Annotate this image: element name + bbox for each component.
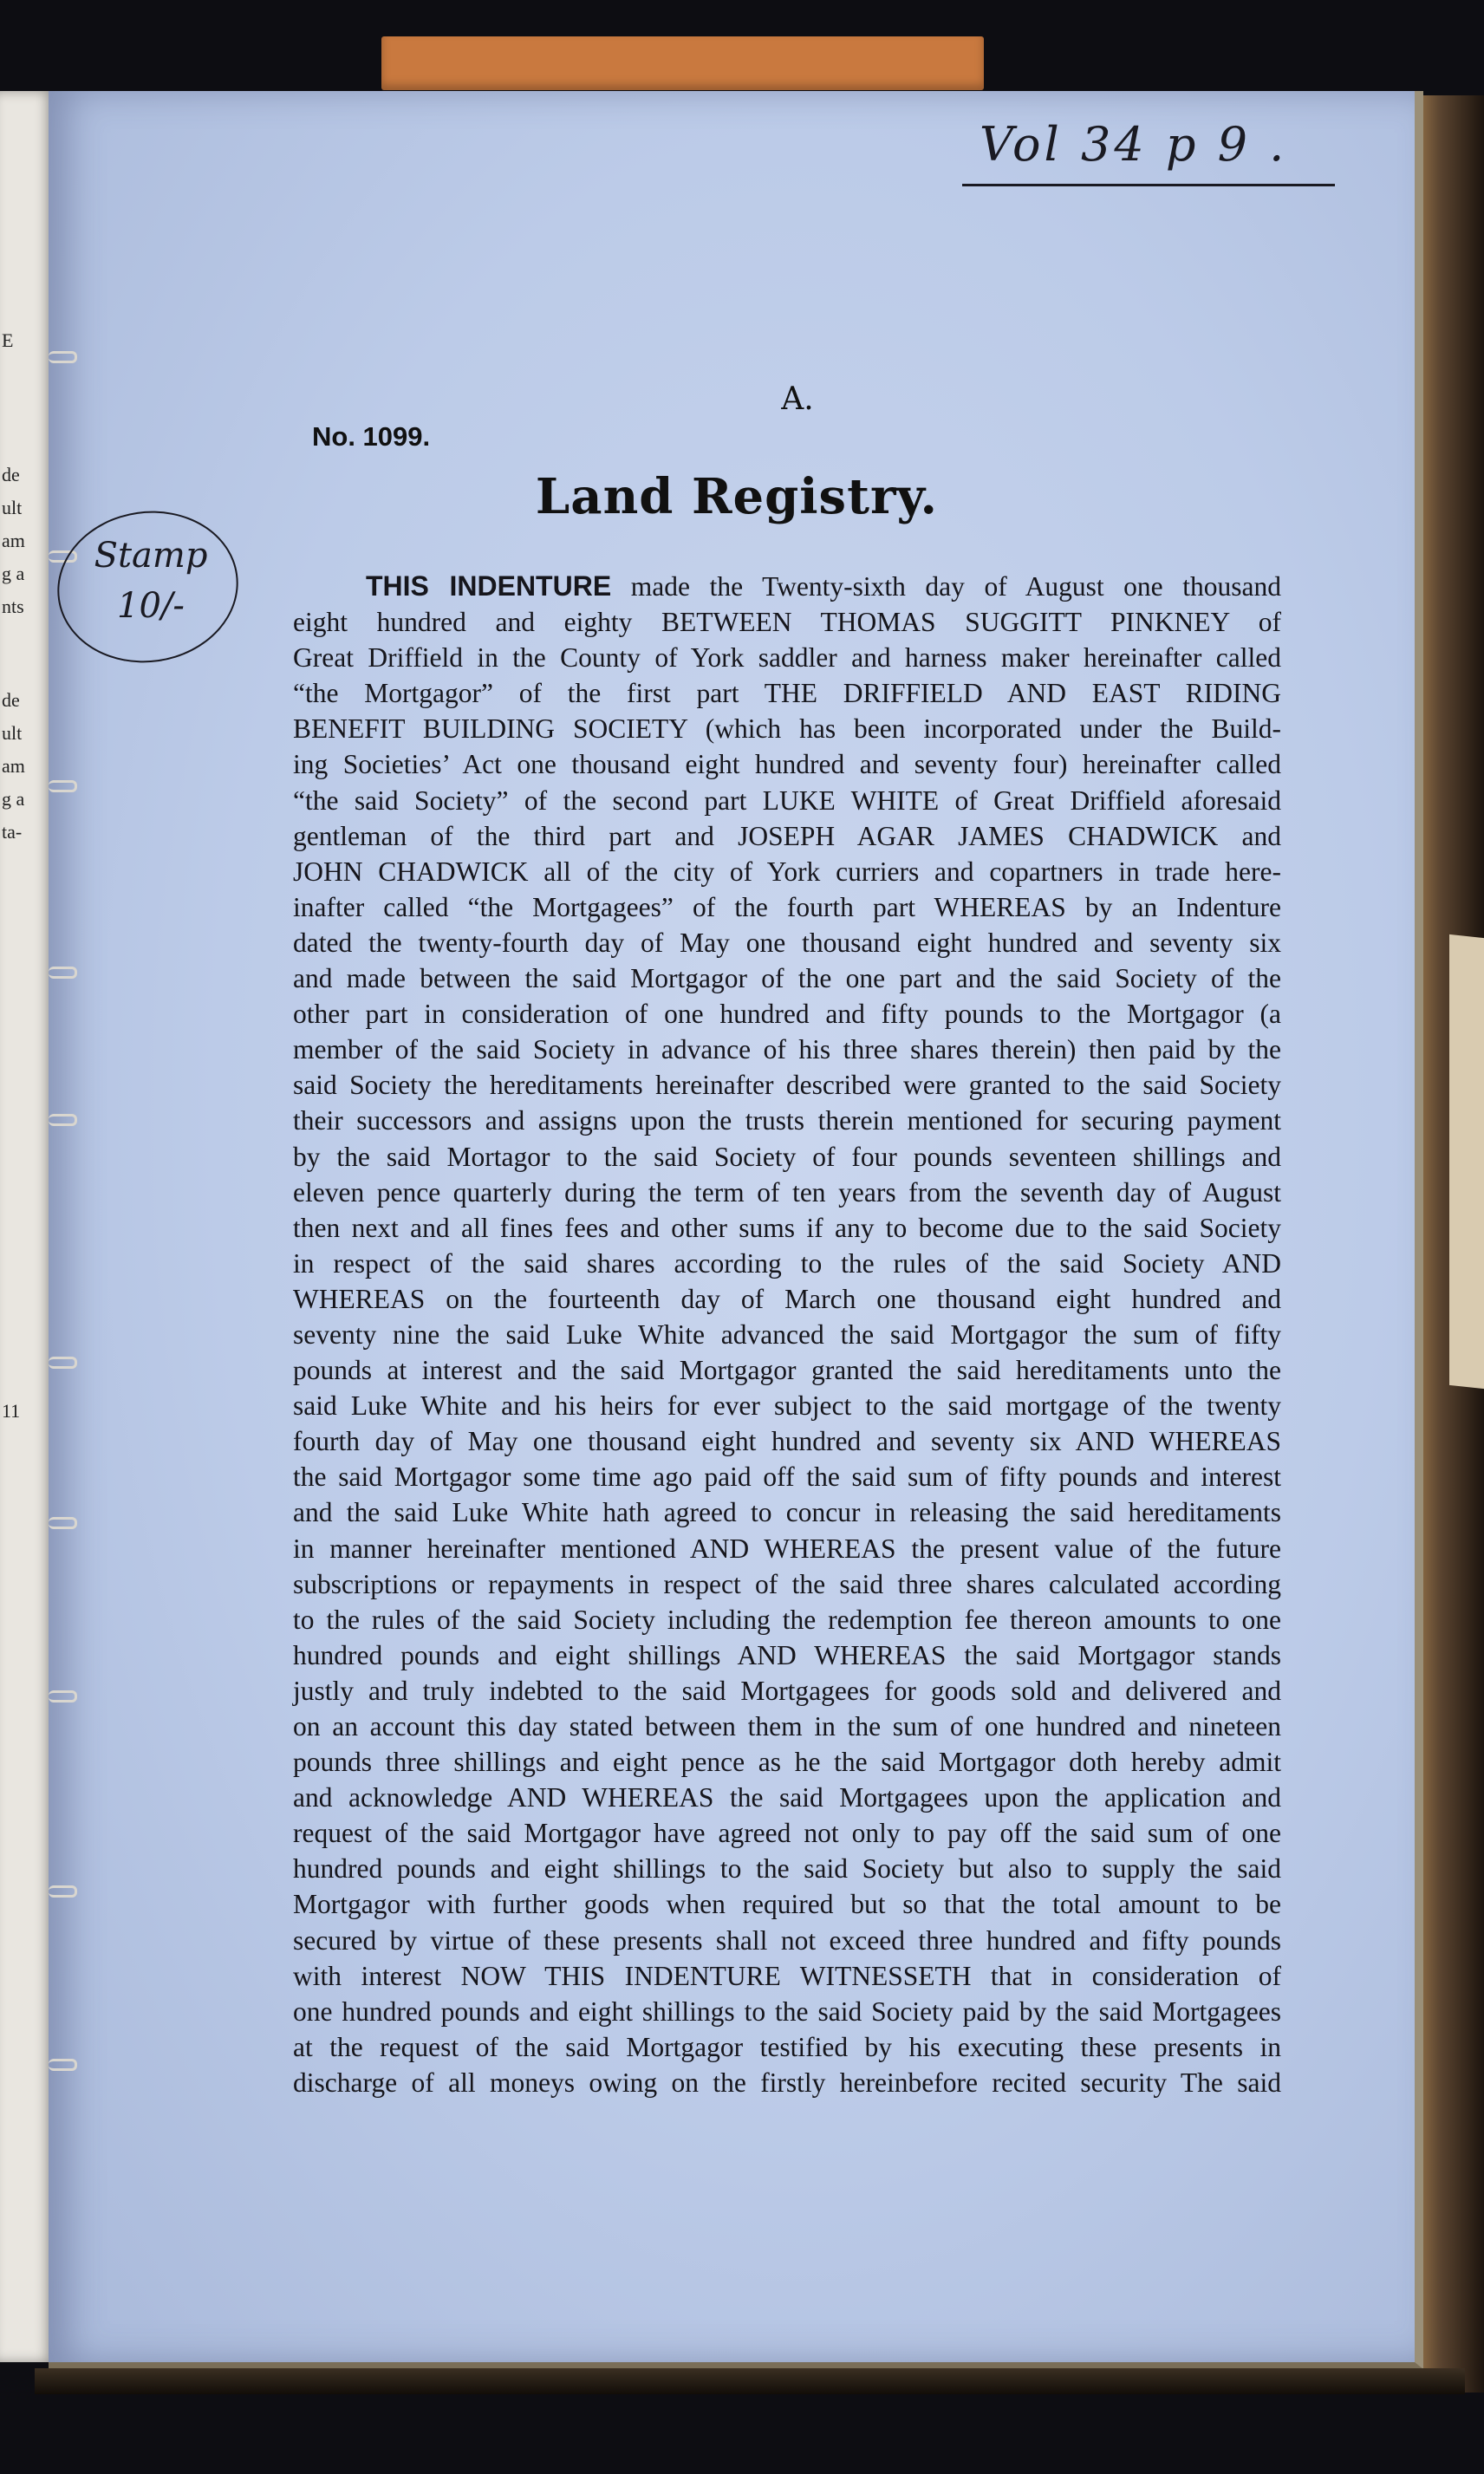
body-line: by the said Mortagor to the said Society of four pounds seventeen shillings and — [293, 1141, 1281, 1172]
body-line: their successors and assigns upon the trusts therein mentioned for securing payment — [293, 1105, 1281, 1136]
body-line: said Luke White and his heirs for ever subject to the said mortgage of the twenty — [293, 1390, 1281, 1422]
body-line: JOHN CHADWICK all of the city of York curriers and copartners in trade here- — [293, 856, 1281, 887]
body-line: in respect of the said shares according to the rules of the said Society AND — [293, 1247, 1281, 1279]
body-line: and made between the said Mortgagor of the one part and the said Society of the — [293, 963, 1281, 994]
binding-stitch — [49, 1690, 77, 1703]
binding-stitch — [49, 967, 77, 979]
body-line: Mortgagor with further goods when required but so that the total amount to be — [293, 1889, 1281, 1920]
binding-stitch — [49, 1114, 77, 1126]
body-line: ing Societies’ Act one thousand eight hundred and seventy four) hereinafter called — [293, 749, 1281, 780]
body-line: dated the twenty-fourth day of May one thousand eight hundred and seventy six — [293, 927, 1281, 958]
body-line: said Society the hereditaments hereinafter described were granted to the said Society — [293, 1070, 1281, 1101]
body-line: Great Driffield in the County of York saddler and harness maker hereinafter called — [293, 642, 1281, 674]
body-line: discharge of all moneys owing on the firstly hereinbefore recited security The said — [293, 2067, 1281, 2098]
stamp-note-line: 10/- — [117, 586, 185, 626]
body-line: pounds three shillings and eight pence as he the said Mortgagor doth hereby admit — [293, 1747, 1281, 1778]
book-bottom-edge — [35, 2368, 1465, 2394]
binding-stitch — [49, 780, 77, 792]
binding-stitch — [49, 351, 77, 363]
stamp-duty-note — [81, 531, 220, 631]
body-line: hundred pounds and eight shillings AND WHEREAS the said Mortgagor stands — [293, 1639, 1281, 1670]
body-line: the said Mortgagor some time ago paid off the said sum of fifty pounds and interest — [293, 1462, 1281, 1493]
body-line: WHEREAS on the fourteenth day of March one thousand eight hundred and — [293, 1283, 1281, 1314]
body-line: inafter called “the Mortgagees” of the fourth part WHEREAS by an Indenture — [293, 891, 1281, 922]
facing-page-fragment: nts — [2, 596, 24, 617]
loose-sheet — [1449, 934, 1484, 1389]
facing-page-fragment: am — [2, 755, 25, 777]
body-line: seventy nine the said Luke White advanced the said Mortgagor the sum of fifty — [293, 1318, 1281, 1350]
facing-page-fragment: ta- — [2, 821, 23, 843]
facing-page-fragment: de — [2, 464, 20, 485]
stamp-note-line: Stamp — [94, 536, 208, 576]
reference-underline — [962, 184, 1335, 186]
body-line: one hundred pounds and eight shillings to the said Society paid by the said Mortgagees — [293, 1995, 1281, 2027]
body-line: pounds at interest and the said Mortgagor granted the said hereditaments unto the — [293, 1355, 1281, 1386]
binding-tape — [381, 36, 984, 90]
body-line: request of the said Mortgagor have agreed not only to pay off the said sum of one — [293, 1818, 1281, 1849]
document-number: No. 1099. — [312, 421, 431, 452]
binding-stitch — [49, 2059, 77, 2071]
body-line: subscriptions or repayments in respect of the said three shares calculated according — [293, 1568, 1281, 1599]
facing-page-fragment: am — [2, 530, 25, 551]
lead-words: THIS INDENTURE — [366, 570, 612, 602]
body-line: eleven pence quarterly during the term of ten years from the seventh day of August — [293, 1176, 1281, 1208]
body-line: and acknowledge AND WHEREAS the said Mortgagees upon the application and — [293, 1782, 1281, 1813]
body-line: justly and truly indebted to the said Mortgagees for goods sold and delivered and — [293, 1675, 1281, 1706]
binding-stitch — [49, 1357, 77, 1369]
body-line: and the said Luke White hath agreed to concur in releasing the said hereditaments — [293, 1497, 1281, 1528]
body-line: eight hundred and eighty BETWEEN THOMAS SUGGITT PINKNEY of — [293, 607, 1281, 638]
body-line: to the rules of the said Society including the redemption fee thereon amounts to one — [293, 1604, 1281, 1635]
body-line: hundred pounds and eight shillings to the said Society but also to supply the said — [293, 1853, 1281, 1885]
body-line: “the Mortgagor” of the first part THE DRIFFIELD AND EAST RIDING — [293, 678, 1281, 709]
body-line: gentleman of the third part and JOSEPH AGAR JAMES CHADWICK and — [293, 820, 1281, 851]
facing-page-fragment: de — [2, 689, 20, 711]
body-line — [293, 569, 1281, 604]
body-line: “the said Society” of the second part LUKE WHITE of Great Driffield aforesaid — [293, 785, 1281, 816]
body-line: at the request of the said Mortgagor testified by his executing these presents in — [293, 2031, 1281, 2062]
body-line: with interest NOW THIS INDENTURE WITNESSETH that in consideration of — [293, 1960, 1281, 1991]
facing-page-fragment: ult — [2, 497, 23, 518]
body-line: in manner hereinafter mentioned AND WHEREAS the present value of the future — [293, 1533, 1281, 1564]
body-line: fourth day of May one thousand eight hundred and seventy six AND WHEREAS — [293, 1426, 1281, 1457]
body-line-text: made the Twenty-sixth day of August one thousand — [611, 571, 1281, 602]
document-title: Land Registry. — [535, 468, 939, 525]
facing-page-fragment: ult — [2, 722, 23, 744]
body-line: secured by virtue of these presents shall not exceed three hundred and fifty pounds — [293, 1924, 1281, 1956]
handwritten-reference-note: Vol 34 p 9 . — [980, 117, 1288, 172]
facing-page-fragment: E — [2, 329, 14, 351]
body-line: other part in consideration of one hundred and fifty pounds to the Mortgagor (a — [293, 999, 1281, 1030]
body-line: on an account this day stated between them in the sum of one hundred and nineteen — [293, 1711, 1281, 1742]
facing-page-fragment: g a — [2, 788, 25, 810]
binding-stitch — [49, 1517, 77, 1529]
body-line: member of the said Society in advance of his three shares therein) then paid by the — [293, 1034, 1281, 1065]
facing-page-edge — [0, 91, 54, 2362]
facing-page-fragment: 11 — [2, 1400, 21, 1422]
section-letter: A. — [781, 381, 814, 417]
body-line: BENEFIT BUILDING SOCIETY (which has been incorporated under the Build- — [293, 713, 1281, 745]
facing-page-fragment: g a — [2, 563, 25, 584]
binding-stitch — [49, 1885, 77, 1898]
indenture-body — [293, 569, 1281, 2100]
body-line: then next and all fines fees and other sums if any to become due to the said Society — [293, 1212, 1281, 1243]
